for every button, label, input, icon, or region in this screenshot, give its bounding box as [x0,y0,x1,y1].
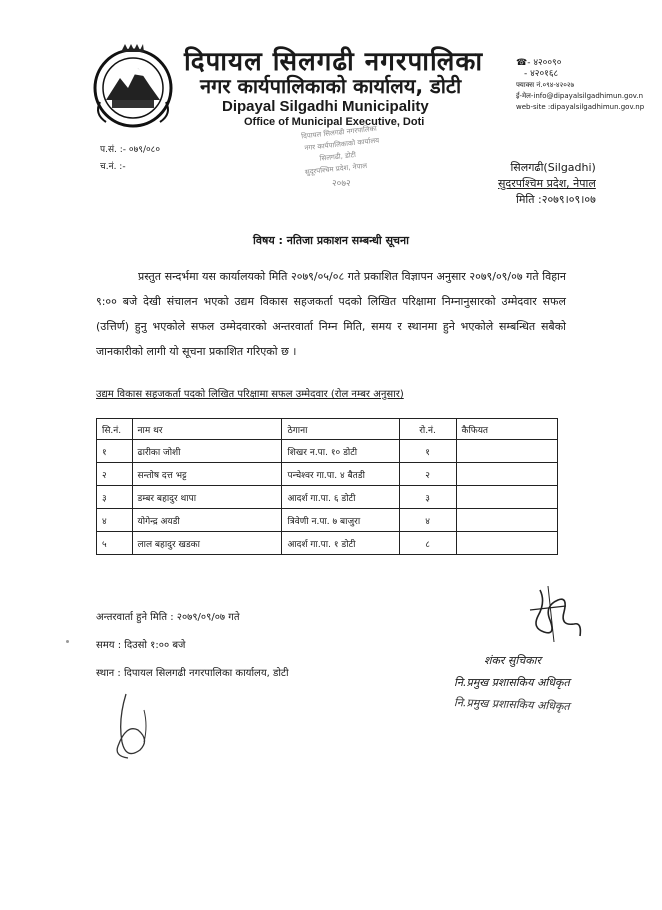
cell-address: पन्चेश्वर गा.पा. ४ बैतडी [282,463,399,486]
province-name: सुदरपश्चिम प्रदेश, नेपाल [498,177,596,190]
secondary-signature [104,690,168,764]
cell-serial: २ [97,463,133,486]
cell-remarks [456,440,557,463]
cell-roll: २ [399,463,456,486]
letter-number: प.सं. :- ०७९/०८० [100,145,161,155]
cell-name: डम्बर बहादुर थापा [132,486,282,509]
notice-body: प्रस्तुत सन्दर्भमा यस कार्यालयको मिति २०७९/०५/०८ गते प्रकाशित विज्ञापन अनुसार २०७९/०९/०७ गते विहान ९:०० बजे देखी संचालन भएको उद्यम विकास सहजकर्ता पदको लिखित परिक्षामा निम्नानुसारको उम्मेदवार सफल (उत्तिर्ण) हुनु भएकोले सफल उम्मेदवारको अन्तरवार्ता निम्न मिति, समय र स्थानमा हुने भएकोले सम्बन्धित सबैको जानकारीको लागी यो सूचना प्रकाशित गरिएको छ । [96,270,566,358]
table-caption: उद्यम विकास सहजकर्ता पदको लिखित परिक्षामा सफल उम्मेदवार (रोल नम्बर अनुसार) [96,389,404,400]
header-name: नाम थर [132,419,282,440]
svg-text:दिपायल सिलगढी नगरपालिका: दिपायल सिलगढी नगरपालिका [300,124,378,141]
header-roll: रो.नं. [399,419,456,440]
cell-serial: ५ [97,532,133,555]
email-address: ई-मेल-info@dipayalsilgadhimun.gov.n [516,92,644,100]
header-address: ठेगाना [282,419,399,440]
cell-roll: १ [399,440,456,463]
table-row [97,509,558,532]
officer-signature [520,582,590,648]
signatory-stamp: नि.प्रमुख प्रशासकिय अधिकृत [453,695,570,714]
letterhead-office-np: नगर कार्यपालिकाको कार्यालय, डोटी [200,74,462,98]
svg-text:सिलगढी, डोटी: सिलगढी, डोटी [319,150,357,163]
cell-name: सन्तोष दत्त भट्ट [132,463,282,486]
cell-name: योगेन्द्र अयडी [132,509,282,532]
cell-serial: ३ [97,486,133,509]
cell-remarks [456,463,557,486]
results-table [96,418,558,555]
contact-block [516,58,644,113]
place-date-block [498,160,596,208]
interview-venue: स्थान : दिपायल सिलगढी नगरपालिका कार्यालय, डोटी [96,668,289,679]
cell-serial: ४ [97,509,133,532]
table-row [97,486,558,509]
cell-name: लाल बहादुर खडका [132,532,282,555]
svg-text:२०७२: २०७२ [332,179,351,189]
letterhead-title-np: दिपायल सिलगढी नगरपालिका [184,47,484,77]
cell-remarks [456,509,557,532]
notice-subject: विषय : नतिजा प्रकाशन सम्बन्धी सूचना [253,234,409,247]
cell-roll: ३ [399,486,456,509]
cell-roll: ४ [399,509,456,532]
table-row [97,532,558,555]
signatory-title: नि.प्रमुख प्रशासकिय अधिकृत [454,676,570,689]
cell-serial: १ [97,440,133,463]
phone-2: - ४२०१६८ [524,69,559,79]
office-seal-stamp [296,124,396,196]
reference-numbers [100,142,160,176]
letterhead-title-en: Dipayal Silgadhi Municipality [222,98,429,115]
table-row [97,463,558,486]
website-address: web-site :dipayalsilgadhimun.gov.np [516,103,645,111]
phone-1: ☎- ४२००९० [516,58,562,68]
fax-number: फ्याक्स नं.०९४-४२०२७ [516,81,575,89]
signatory-block [454,650,570,716]
dispatch-number: च.नं. :- [100,162,126,172]
svg-text:नगर कार्यपालिकाको कार्यालय: नगर कार्यपालिकाको कार्यालय [304,136,380,153]
table-header-row [97,419,558,440]
scan-speck [66,640,69,643]
interview-date: अन्तरवार्ता हुने मिति : २०७९/०९/०७ गते [96,612,240,623]
svg-text:सुदूरपश्चिम प्रदेश, नेपाल: सुदूरपश्चिम प्रदेश, नेपाल [304,161,368,177]
cell-address: शिखर न.पा. १० डोटी [282,440,399,463]
city-name: सिलगढी(Silgadhi) [510,161,596,174]
header-remarks: कैफियत [456,419,557,440]
cell-remarks [456,532,557,555]
letterhead-office-en: Office of Municipal Executive, Doti [244,116,425,128]
cell-name: ढारीका जोशी [132,440,282,463]
letter-date: मिति :२०७९।०९।०७ [515,193,596,206]
cell-remarks [456,486,557,509]
cell-address: आदर्श गा.पा. ६ डोटी [282,486,399,509]
cell-address: आदर्श गा.पा. १ डोटी [282,532,399,555]
interview-time: समय : दिउसो १:०० बजे [96,640,186,651]
header-serial: सि.नं. [97,419,133,440]
municipality-logo [92,42,174,130]
cell-address: त्रिवेणी न.पा. ७ बाजुरा [282,509,399,532]
table-row [97,440,558,463]
cell-roll: ८ [399,532,456,555]
signatory-name: शंकर सुचिकार [484,654,541,667]
interview-details [96,604,289,688]
